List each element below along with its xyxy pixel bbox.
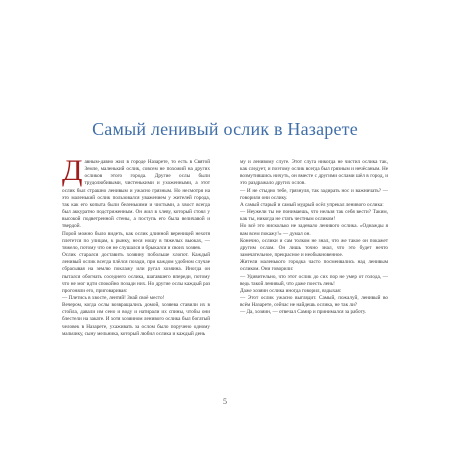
dropcap: Д [62, 154, 83, 187]
paragraph: му и ленивому слуге. Этот слуга никогда не чистил ослика так, как следует, и поэтому ослик всегда был грязным и нечёсаным. Не возмутившись ничуть, он вместе с другими ослами шёл в город, и это раздражало других ослов. [240, 159, 388, 187]
right-text-column [240, 159, 388, 316]
paragraph: — Удивительно, что этот ослик до сих пор не умер от голода, — ведь такой ленивый, что даже поесть лень! [240, 273, 388, 287]
book-page [40, 55, 410, 410]
paragraph: Даже хозяин ослика иногда говорил, вздыхая: [240, 287, 342, 294]
left-text-column [62, 154, 210, 338]
paragraph: — Этот ослик ужасно выглядит. Самый, пожалуй, ленивый во всём Назарете, сейчас не найдешь ослика, не так ли? [240, 294, 388, 309]
paragraph: Конечно, ослики и сам толком не знал, что же такое он покажет другим ослам. Он лишь точно знал, что это будет нечто замечательное, прекрасное и необыкновенное. [240, 237, 388, 259]
paragraph: — И не стыдно тебе, грязнуля, так задирать нос и важничать? — говорили они ослику. [240, 187, 388, 201]
page-title: Самый ленивый ослик в Назарете [92, 119, 358, 139]
paragraph: — Неужели ты не понимаешь, что нельзя так себя вести? Таким, как ты, никогда не стать честным осликом! [240, 209, 388, 223]
paragraph: А самый старый и самый мудрый осёл упрекал ленивого ослика: [240, 201, 384, 208]
paragraph: Ослик старался доставить хозяину побольше хлопот. Каждый ленивый ослик всегда плёлся позади, при каждом удобном случае сбрасывая на землю поклажу или ругал хозяина. Иногда он пытался обогнать соседнего ослика, шагавшего впереди, потому что не мог идти спокойно позади них. Но другие ослы каждый раз прогоняли его, приговаривая: [62, 252, 210, 294]
paragraph: Порой можно было видеть, как ослик длинной вереницей нехотя плетется по улицам, к рынку, неся ношу в тяжелых вьюках, — тяжело, потому что он не слушался и брыкался и своих хозяев. [62, 230, 210, 251]
paragraph [62, 154, 210, 231]
paragraph: — Да, хозяин, — отвечал Самир и принимался за работу. [240, 309, 367, 316]
paragraph: Жители маленького городка часто посмеивались над ленивым осликом. Они говорили: [240, 259, 388, 273]
paragraph-text: авным-давно жил в городе Назарете, то есть в Святой Земле, маленький ослик, совсем не похожий на других осликов этого города. Другие ослы были трудолюбивыми, чистенькими и ухоженными, а этот ослик был страшно ленивым и ужасно грязным. Но несмотря на это маленький ослик пользовался уважением у жителей города, так как его копыта были беленькими и чистыми, а хвост всегда был аккуратно подстриженным. Он жил в хлеву, который стоял у высокой подветренной стены, а поступь его была величавой и твердой. [62, 159, 210, 230]
paragraph: Но всё это нисколько не задевало ленивого ослика. «Однажды я вам всем покажу!» — думал он. [240, 223, 388, 237]
paragraph: — Плетись в хвосте, лентяй! Знай своё место! [62, 294, 165, 301]
paragraph: Вечером, когда ослы возвращались домой, хозяева ставили их в стойла, давали им сено и воду и натирали их спины, чтобы они блестели на закате. И хотя хозяином ленивого ослика был богатый человек в Назарете, ухаживать за ослом было поручено одному мальчику, сыну мельника, который любил ослика и каждый день [62, 302, 210, 337]
page-number: 5 [223, 397, 227, 406]
